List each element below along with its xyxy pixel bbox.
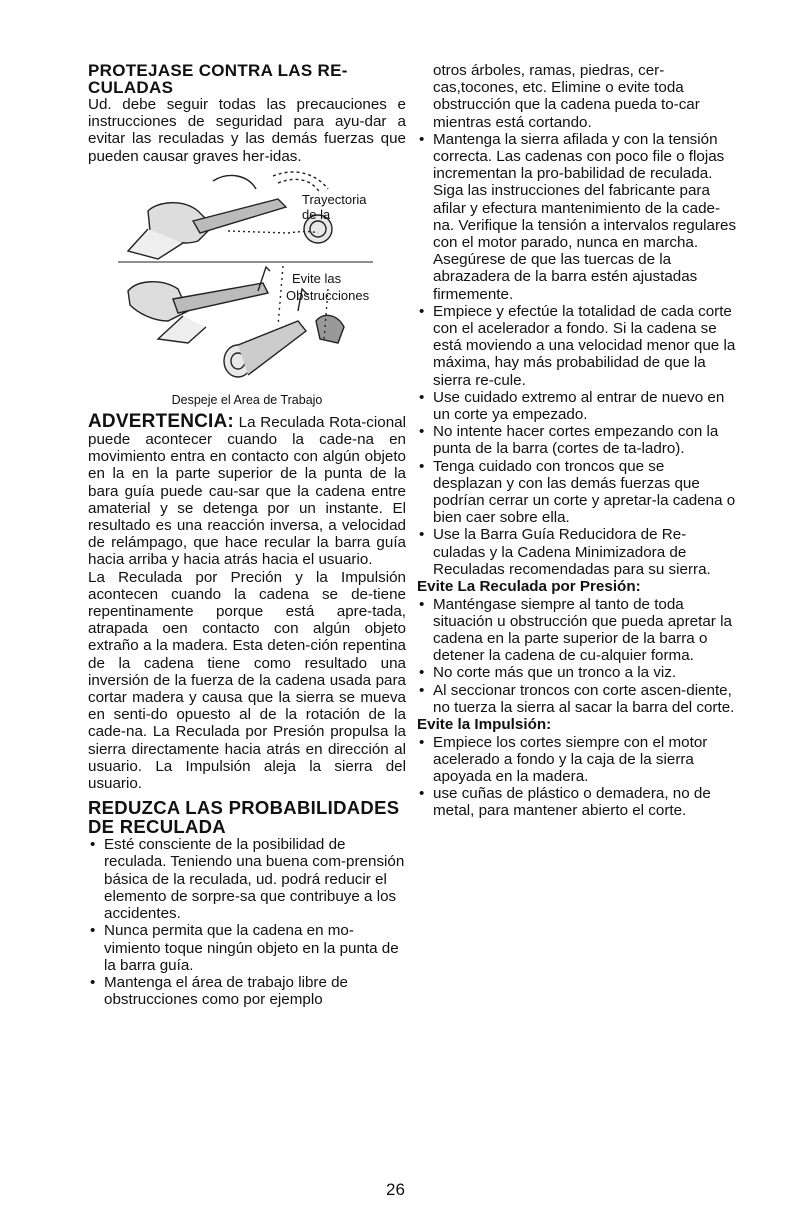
list-item: • Tenga cuidado con troncos que se desplazan y con las demás fuerzas que podrían cerrar un corte y apretar-la cadena o bien caer sobre ella. <box>417 458 737 527</box>
list-item: • Use cuidado extremo al entrar de nuevo en un corte ya empezado. <box>417 389 737 423</box>
list-item: • Empiece y efectúe la totalidad de cada corte con el acelerador a fondo. Si la cadena se está moviendo a una velocidad menor que la máxima, hay más probabilidad de que la sierra re-cule. <box>417 303 737 389</box>
list-item: • Manténgase siempre al tanto de toda situación u obstrucción que pueda apretar la cadena en la parte superior de la barra o detener la cadena de cu-alquier forma. <box>417 596 737 665</box>
kickback-illustration <box>88 171 406 389</box>
section-title-reduce-kickback: REDUZCA LAS PROBABILIDADES DE RECULADA <box>88 797 400 838</box>
list-item: • Mantenga la sierra afilada y con la tensión correcta. Las cadenas con poco file o flojas incrementan la pro-babilidad de reculada. Siga las instrucciones del fabricante para afilar y efectura mantenimiento de la cade-na. Verifique la tensión a intervalos regulares con el motor parado, nunca en marcha. Asegúrese de que las tuercas de la abrazadera de la barra estén ajustadas firmemente. <box>417 131 737 303</box>
impulsion-tips-list <box>417 734 737 820</box>
list-item: • Empiece los cortes siempre con el motor acelerado a fondo y la caja de la sierra apoyada en la madera. <box>417 734 737 786</box>
warning-lead: ADVERTENCIA: <box>88 410 234 432</box>
list-item: • Use la Barra Guía Reducidora de Re-culadas y la Cadena Minimizadora de Reculadas recomendadas para su sierra. <box>417 526 737 578</box>
list-item: • Al seccionar troncos con corte ascen-diente, no tuerza la sierra al sacar la barra del corte. <box>417 682 737 716</box>
continued-paragraph: otros árboles, ramas, piedras, cer-cas,tocones, etc. Elimine o evite toda obstrucción que la cadena pueda to-car mientras está cortando. <box>433 62 700 131</box>
label-avoid-line2: Obstrucciones <box>286 287 370 303</box>
label-trajectory-line1: Trayectoria <box>302 191 367 207</box>
list-item: • Mantenga el área de trabajo libre de obstrucciones como por ejemplo <box>88 974 406 1008</box>
pressure-tips-list <box>417 596 737 716</box>
pressure-paragraph: La Reculada por Preción y la Impulsión acontecen cuando la cadena se de-tiene repentinamente porque está apre-tada, atrapada oen contacto con algún objeto extraño a la madera. Esta deten-ción repentina de la cadena tiene como resultado una inversión de la fuerza de la cadena usada para cortar madera y causa que la sierra se mueva en senti-do opuesto al de la rotación de la cade-na. La Reculada por Presión propulsa la sierra directamente hacia atrás en dirección al usuario. La Impulsión aleja la sierra del usuario. <box>88 568 406 793</box>
warning-body: La Reculada Rota-cional puede acontecer cuando la cade-na en movimiento entra en contacto con algún objeto en la en la parte superior de la punta de la bara guía puede cau-sar que la cadena entre amaterial y se detenga por un instante. El resultado es una reacción inversa, a velocidad de relámpago, que hace recular la barra guía hacia arriba y hacia atrás hacia el usuario. <box>88 413 406 569</box>
figure-caption: Despeje el Area de Trabajo <box>171 392 323 407</box>
list-item: • use cuñas de plástico o demadera, no de metal, para mantener abierto el corte. <box>417 785 737 819</box>
kickback-tips-list <box>417 131 737 578</box>
page-number: 26 <box>386 1180 405 1199</box>
left-column <box>88 62 406 1008</box>
list-item: • No intente hacer cortes empezando con la punta de la barra (cortes de ta-ladro). <box>417 423 737 457</box>
reduce-kickback-list <box>88 836 406 1008</box>
right-column <box>417 62 737 820</box>
intro-paragraph: Ud. debe seguir todas las precauciones e instrucciones de seguridad para ayu-dar a evitar las reculadas y las demás fuerzas que pueden causar graves her-idas. <box>88 96 406 165</box>
warning-paragraph <box>88 410 406 569</box>
section-title-kickback-protection: PROTEJASE CONTRA LAS RE-CULADAS <box>88 61 348 97</box>
subheading-pressure: Evite La Reculada por Presión: <box>417 578 641 596</box>
list-item: • Nunca permita que la cadena en mo-vimiento toque ningún objeto en la punta de la barra guía. <box>88 922 406 974</box>
subheading-impulsion: Evite la Impulsión: <box>417 716 552 734</box>
label-avoid-line1: Evite las <box>292 270 342 286</box>
list-item: • No corte más que un tronco a la viz. <box>417 664 737 681</box>
label-trajectory-line2: de la <box>302 206 331 222</box>
list-item: • Esté consciente de la posibilidad de reculada. Teniendo una buena com-prensión básica de la reculada, ud. podrá reducir el elemento de sorpre-sa que contribuye a los accidentes. <box>88 836 406 922</box>
